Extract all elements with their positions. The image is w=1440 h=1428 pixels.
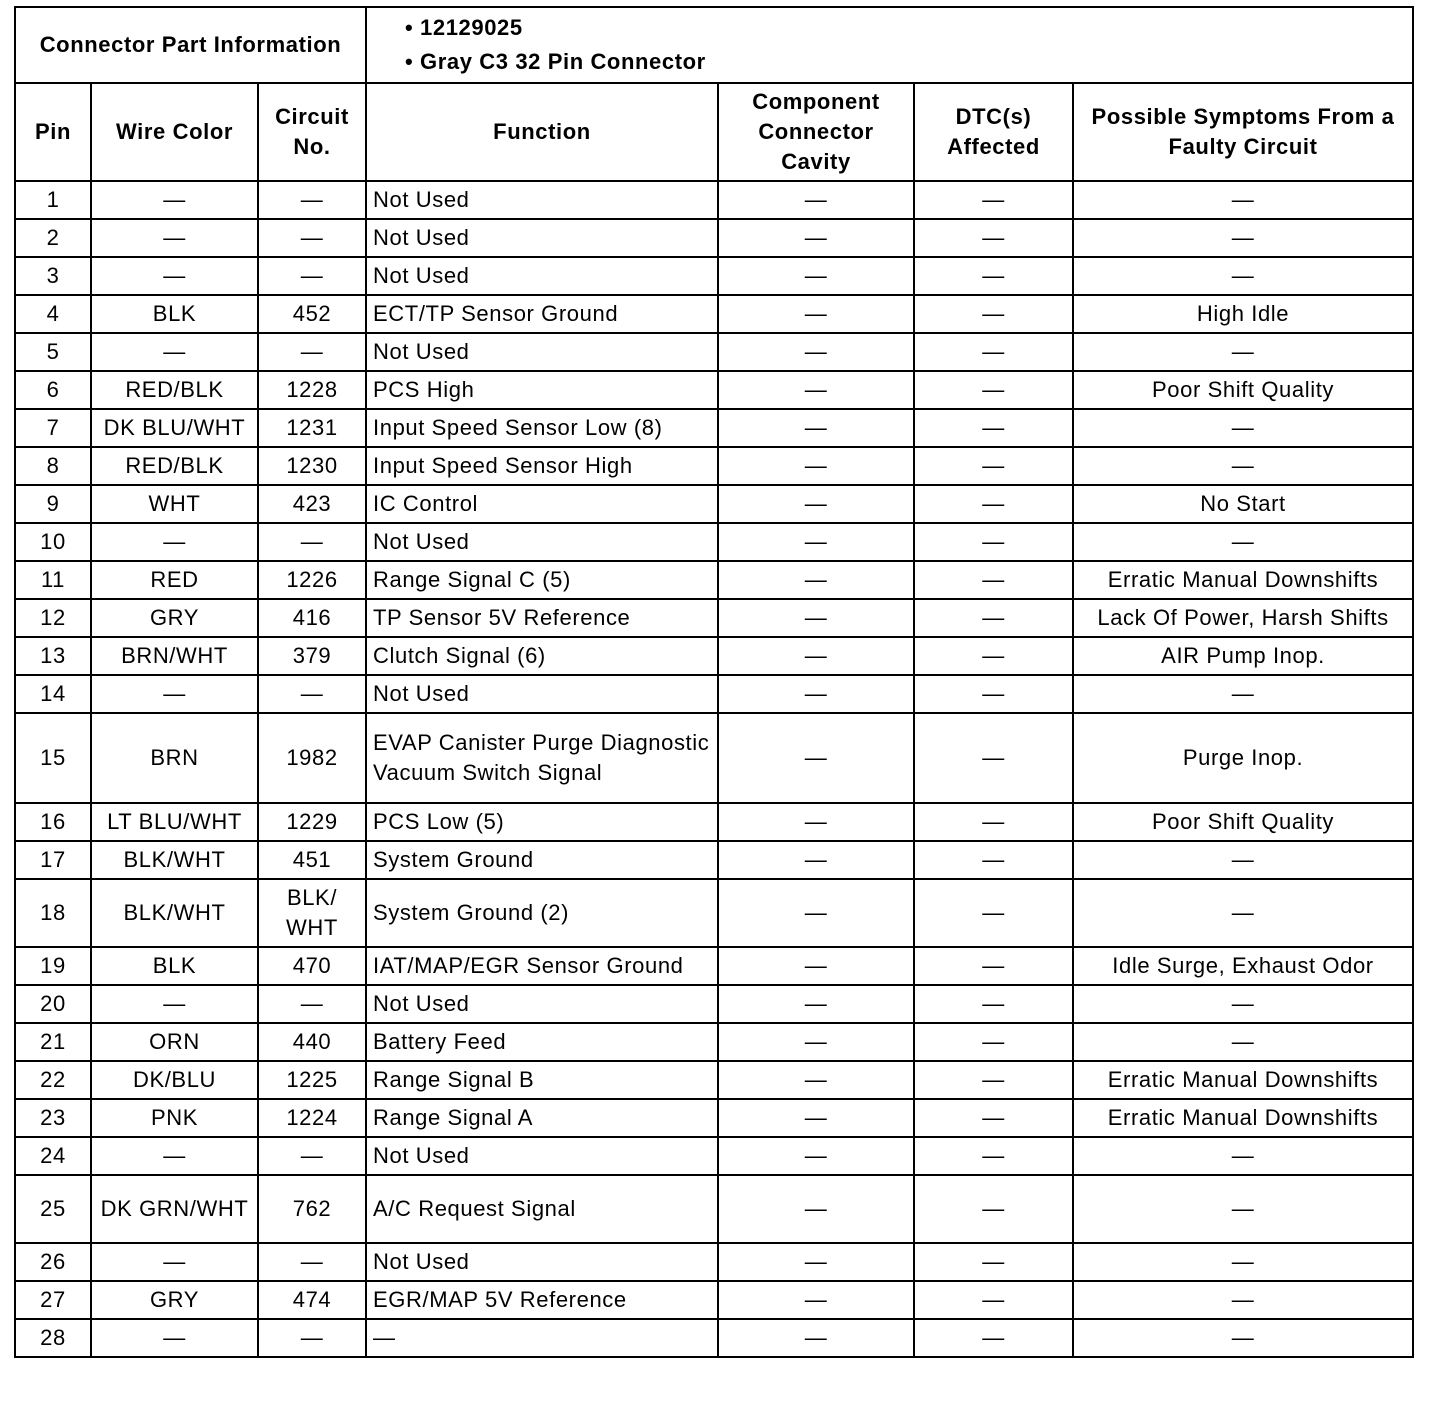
cavity-cell: — [718, 841, 914, 879]
dtc-cell: — [914, 409, 1073, 447]
wire-color-cell: DK BLU/WHT [91, 409, 258, 447]
circuit-cell: 762 [258, 1175, 366, 1243]
function-cell: Not Used [366, 523, 718, 561]
function-cell: Battery Feed [366, 1023, 718, 1061]
dtc-cell: — [914, 1319, 1073, 1357]
function-cell: System Ground [366, 841, 718, 879]
symptom-cell: — [1073, 675, 1413, 713]
wire-color-cell: — [91, 675, 258, 713]
circuit-cell: — [258, 675, 366, 713]
wire-color-cell: BLK [91, 295, 258, 333]
header-wire-color: Wire Color [91, 83, 258, 181]
function-cell: Input Speed Sensor Low (8) [366, 409, 718, 447]
cavity-cell: — [718, 1175, 914, 1243]
dtc-cell: — [914, 1137, 1073, 1175]
table-row [15, 1023, 1413, 1061]
cavity-cell: — [718, 1023, 914, 1061]
pin-cell: 26 [15, 1243, 91, 1281]
cavity-cell: — [718, 879, 914, 947]
circuit-cell: 1231 [258, 409, 366, 447]
wire-color-cell: — [91, 523, 258, 561]
function-cell: Not Used [366, 219, 718, 257]
cavity-cell: — [718, 1281, 914, 1319]
function-cell: Input Speed Sensor High [366, 447, 718, 485]
pin-cell: 17 [15, 841, 91, 879]
dtc-cell: — [914, 879, 1073, 947]
dtc-cell: — [914, 1243, 1073, 1281]
wire-color-cell: BRN [91, 713, 258, 803]
function-cell: — [366, 1319, 718, 1357]
header-function: Function [366, 83, 718, 181]
cavity-cell: — [718, 1099, 914, 1137]
circuit-cell: — [258, 985, 366, 1023]
cavity-cell: — [718, 219, 914, 257]
function-cell: EVAP Canister Purge Diagnostic Vacuum Switch Signal [366, 713, 718, 803]
header-symptoms: Possible Symptoms From a Faulty Circuit [1073, 83, 1413, 181]
circuit-cell: 451 [258, 841, 366, 879]
header-circuit-no: Circuit No. [258, 83, 366, 181]
circuit-cell: — [258, 1243, 366, 1281]
pin-cell: 5 [15, 333, 91, 371]
wire-color-cell: — [91, 985, 258, 1023]
function-cell: Range Signal C (5) [366, 561, 718, 599]
wire-color-cell: BLK/WHT [91, 841, 258, 879]
dtc-cell: — [914, 599, 1073, 637]
table-row [15, 985, 1413, 1023]
table-row [15, 1137, 1413, 1175]
dtc-cell: — [914, 447, 1073, 485]
function-cell: Not Used [366, 1137, 718, 1175]
cavity-cell: — [718, 1061, 914, 1099]
wire-color-cell: BLK [91, 947, 258, 985]
cavity-cell: — [718, 333, 914, 371]
wire-color-cell: WHT [91, 485, 258, 523]
pin-cell: 2 [15, 219, 91, 257]
cavity-cell: — [718, 1319, 914, 1357]
connector-description: • Gray C3 32 Pin Connector [405, 49, 706, 74]
symptom-cell: Poor Shift Quality [1073, 371, 1413, 409]
function-cell: IAT/MAP/EGR Sensor Ground [366, 947, 718, 985]
symptom-cell: — [1073, 1023, 1413, 1061]
symptom-cell: No Start [1073, 485, 1413, 523]
table-row [15, 1099, 1413, 1137]
table-row [15, 1243, 1413, 1281]
table-row [15, 1281, 1413, 1319]
pin-cell: 1 [15, 181, 91, 219]
function-cell: EGR/MAP 5V Reference [366, 1281, 718, 1319]
pin-cell: 28 [15, 1319, 91, 1357]
table-row [15, 803, 1413, 841]
wire-color-cell: — [91, 257, 258, 295]
cavity-cell: — [718, 1243, 914, 1281]
function-cell: TP Sensor 5V Reference [366, 599, 718, 637]
circuit-cell: — [258, 181, 366, 219]
header-cavity: Component Connector Cavity [718, 83, 914, 181]
circuit-cell: — [258, 257, 366, 295]
wire-color-cell: DK GRN/WHT [91, 1175, 258, 1243]
dtc-cell: — [914, 1099, 1073, 1137]
pin-cell: 24 [15, 1137, 91, 1175]
wire-color-cell: — [91, 333, 258, 371]
table-row [15, 371, 1413, 409]
pin-cell: 8 [15, 447, 91, 485]
dtc-cell: — [914, 371, 1073, 409]
pin-cell: 9 [15, 485, 91, 523]
circuit-cell: 379 [258, 637, 366, 675]
wire-color-cell: BRN/WHT [91, 637, 258, 675]
circuit-cell: — [258, 333, 366, 371]
circuit-cell: — [258, 1137, 366, 1175]
symptom-cell: — [1073, 1319, 1413, 1357]
cavity-cell: — [718, 675, 914, 713]
pin-cell: 3 [15, 257, 91, 295]
header-dtc: DTC(s) Affected [914, 83, 1073, 181]
wire-color-cell: — [91, 181, 258, 219]
symptom-cell: — [1073, 1137, 1413, 1175]
connector-info-row [15, 7, 1413, 83]
circuit-cell: 470 [258, 947, 366, 985]
dtc-cell: — [914, 1023, 1073, 1061]
table-row [15, 599, 1413, 637]
function-cell: Not Used [366, 675, 718, 713]
wire-color-cell: DK/BLU [91, 1061, 258, 1099]
table-row [15, 409, 1413, 447]
pin-cell: 13 [15, 637, 91, 675]
table-row [15, 295, 1413, 333]
dtc-cell: — [914, 947, 1073, 985]
circuit-cell: BLK/ WHT [258, 879, 366, 947]
wire-color-cell: ORN [91, 1023, 258, 1061]
pin-cell: 21 [15, 1023, 91, 1061]
wire-color-cell: PNK [91, 1099, 258, 1137]
circuit-cell: 452 [258, 295, 366, 333]
table-row [15, 841, 1413, 879]
pin-cell: 4 [15, 295, 91, 333]
circuit-cell: 1226 [258, 561, 366, 599]
dtc-cell: — [914, 295, 1073, 333]
symptom-cell: Purge Inop. [1073, 713, 1413, 803]
pin-cell: 7 [15, 409, 91, 447]
function-cell: A/C Request Signal [366, 1175, 718, 1243]
symptom-cell: — [1073, 181, 1413, 219]
symptom-cell: AIR Pump Inop. [1073, 637, 1413, 675]
pin-cell: 23 [15, 1099, 91, 1137]
dtc-cell: — [914, 181, 1073, 219]
pin-cell: 16 [15, 803, 91, 841]
circuit-cell: 1982 [258, 713, 366, 803]
function-cell: ECT/TP Sensor Ground [366, 295, 718, 333]
cavity-cell: — [718, 599, 914, 637]
symptom-cell: Erratic Manual Downshifts [1073, 561, 1413, 599]
circuit-cell: 440 [258, 1023, 366, 1061]
pin-cell: 27 [15, 1281, 91, 1319]
connector-part-number: • 12129025 [405, 15, 523, 40]
dtc-cell: — [914, 257, 1073, 295]
circuit-cell: — [258, 219, 366, 257]
cavity-cell: — [718, 409, 914, 447]
table-row [15, 1319, 1413, 1357]
wire-color-cell: RED/BLK [91, 371, 258, 409]
dtc-cell: — [914, 713, 1073, 803]
function-cell: Not Used [366, 1243, 718, 1281]
pin-cell: 11 [15, 561, 91, 599]
symptom-cell: — [1073, 333, 1413, 371]
table-row [15, 447, 1413, 485]
table-row [15, 561, 1413, 599]
pin-cell: 20 [15, 985, 91, 1023]
dtc-cell: — [914, 219, 1073, 257]
connector-info-label: Connector Part Information [15, 7, 366, 83]
symptom-cell: — [1073, 1175, 1413, 1243]
table-row [15, 713, 1413, 803]
circuit-cell: 1228 [258, 371, 366, 409]
wire-color-cell: — [91, 1137, 258, 1175]
dtc-cell: — [914, 1281, 1073, 1319]
cavity-cell: — [718, 257, 914, 295]
function-cell: Not Used [366, 257, 718, 295]
symptom-cell: Poor Shift Quality [1073, 803, 1413, 841]
wire-color-cell: RED [91, 561, 258, 599]
symptom-cell: — [1073, 841, 1413, 879]
dtc-cell: — [914, 333, 1073, 371]
cavity-cell: — [718, 1137, 914, 1175]
symptom-cell: — [1073, 447, 1413, 485]
circuit-cell: 416 [258, 599, 366, 637]
dtc-cell: — [914, 1175, 1073, 1243]
cavity-cell: — [718, 985, 914, 1023]
wire-color-cell: — [91, 1243, 258, 1281]
pin-cell: 19 [15, 947, 91, 985]
dtc-cell: — [914, 803, 1073, 841]
circuit-cell: 474 [258, 1281, 366, 1319]
cavity-cell: — [718, 295, 914, 333]
dtc-cell: — [914, 637, 1073, 675]
pin-cell: 15 [15, 713, 91, 803]
table-row [15, 1175, 1413, 1243]
function-cell: Range Signal A [366, 1099, 718, 1137]
circuit-cell: 423 [258, 485, 366, 523]
dtc-cell: — [914, 485, 1073, 523]
wire-color-cell: GRY [91, 1281, 258, 1319]
wire-color-cell: RED/BLK [91, 447, 258, 485]
circuit-cell: 1225 [258, 1061, 366, 1099]
symptom-cell: Idle Surge, Exhaust Odor [1073, 947, 1413, 985]
table-row [15, 947, 1413, 985]
dtc-cell: — [914, 985, 1073, 1023]
symptom-cell: Lack Of Power, Harsh Shifts [1073, 599, 1413, 637]
cavity-cell: — [718, 803, 914, 841]
function-cell: Not Used [366, 333, 718, 371]
function-cell: IC Control [366, 485, 718, 523]
circuit-cell: 1230 [258, 447, 366, 485]
symptom-cell: — [1073, 1243, 1413, 1281]
cavity-cell: — [718, 181, 914, 219]
cavity-cell: — [718, 371, 914, 409]
wire-color-cell: LT BLU/WHT [91, 803, 258, 841]
symptom-cell: High Idle [1073, 295, 1413, 333]
dtc-cell: — [914, 561, 1073, 599]
function-cell: Not Used [366, 181, 718, 219]
pin-cell: 12 [15, 599, 91, 637]
table-row [15, 523, 1413, 561]
table-row [15, 219, 1413, 257]
table-row [15, 257, 1413, 295]
dtc-cell: — [914, 675, 1073, 713]
wire-color-cell: — [91, 219, 258, 257]
wire-color-cell: GRY [91, 599, 258, 637]
symptom-cell: — [1073, 523, 1413, 561]
dtc-cell: — [914, 841, 1073, 879]
circuit-cell: — [258, 523, 366, 561]
symptom-cell: — [1073, 1281, 1413, 1319]
pin-cell: 10 [15, 523, 91, 561]
table-row [15, 675, 1413, 713]
cavity-cell: — [718, 523, 914, 561]
column-header-row [15, 83, 1413, 181]
dtc-cell: — [914, 523, 1073, 561]
header-pin: Pin [15, 83, 91, 181]
circuit-cell: 1224 [258, 1099, 366, 1137]
symptom-cell: — [1073, 985, 1413, 1023]
function-cell: Range Signal B [366, 1061, 718, 1099]
table-row [15, 485, 1413, 523]
cavity-cell: — [718, 447, 914, 485]
function-cell: Not Used [366, 985, 718, 1023]
symptom-cell: Erratic Manual Downshifts [1073, 1099, 1413, 1137]
table-row [15, 1061, 1413, 1099]
connector-info-values [366, 7, 1413, 83]
table-row [15, 333, 1413, 371]
function-cell: PCS High [366, 371, 718, 409]
cavity-cell: — [718, 637, 914, 675]
symptom-cell: — [1073, 219, 1413, 257]
table-row [15, 879, 1413, 947]
pin-cell: 14 [15, 675, 91, 713]
connector-table [14, 6, 1414, 1358]
symptom-cell: Erratic Manual Downshifts [1073, 1061, 1413, 1099]
pin-cell: 6 [15, 371, 91, 409]
cavity-cell: — [718, 947, 914, 985]
pin-cell: 18 [15, 879, 91, 947]
function-cell: System Ground (2) [366, 879, 718, 947]
function-cell: Clutch Signal (6) [366, 637, 718, 675]
cavity-cell: — [718, 485, 914, 523]
function-cell: PCS Low (5) [366, 803, 718, 841]
dtc-cell: — [914, 1061, 1073, 1099]
circuit-cell: — [258, 1319, 366, 1357]
pin-cell: 25 [15, 1175, 91, 1243]
symptom-cell: — [1073, 257, 1413, 295]
circuit-cell: 1229 [258, 803, 366, 841]
symptom-cell: — [1073, 879, 1413, 947]
table-row [15, 637, 1413, 675]
wire-color-cell: BLK/WHT [91, 879, 258, 947]
symptom-cell: — [1073, 409, 1413, 447]
cavity-cell: — [718, 713, 914, 803]
wire-color-cell: — [91, 1319, 258, 1357]
cavity-cell: — [718, 561, 914, 599]
table-row [15, 181, 1413, 219]
pin-cell: 22 [15, 1061, 91, 1099]
